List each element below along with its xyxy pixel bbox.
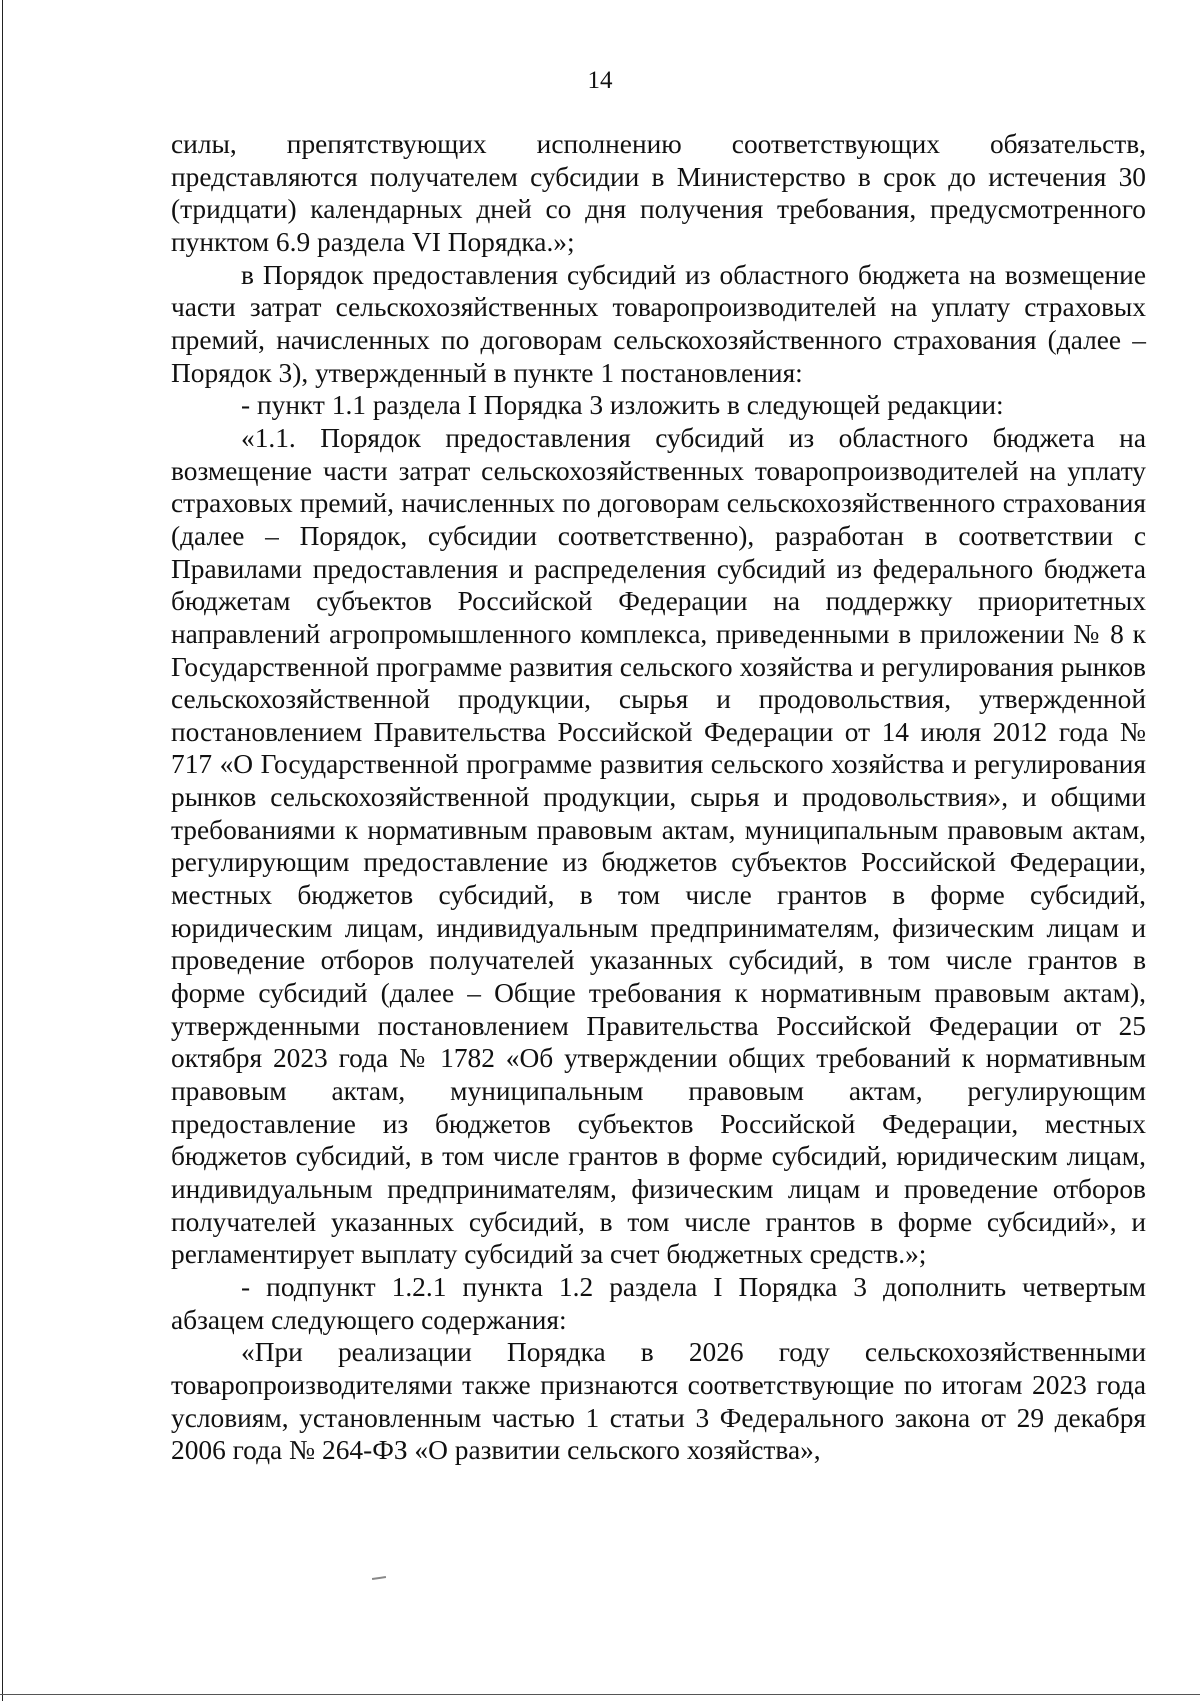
paragraph-continuation: силы, препятствующих исполнению соответствующих обязательств, представляются получателем субсидии в Министерство в срок до истечения 30 (тридцати) календарных дней со дня получения требования, предусмотренного пунктом 6.9 раздела VI Порядка.»; (171, 129, 1146, 257)
paragraph-order-3-intro: в Порядок предоставления субсидий из областного бюджета на возмещение части затрат сельскохозяйственных товаропроизводителей на уплату страховых премий, начисленных по договорам сельскохозяйственного страхования (далее – Порядок 3), утвержденный в пункте 1 постановления: (171, 259, 1146, 388)
scan-edge-bottom (0, 1694, 1200, 1695)
paragraph-2026-text: «При реализации Порядка в 2026 году сельскохозяйственными товаропроизводителями также признаются соответствующие по итогам 2023 года условиям, установленным частью 1 статьи 3 Федерального закона от 29 декабря 2006 года № 264-ФЗ «О развитии сельского хозяйства», (171, 1337, 1146, 1466)
paragraph-item-1-1-instruction: - пункт 1.1 раздела I Порядка 3 изложить в следующей редакции: (241, 390, 1004, 421)
paragraph-subitem-1-2-1-instruction: - подпункт 1.2.1 пункта 1.2 раздела I Порядка 3 дополнить четвертым абзацем следующего содержания: (171, 1271, 1146, 1335)
scan-edge-left (2, 0, 3, 1701)
scan-mark (372, 1576, 386, 1580)
paragraph-item-1-1-text: «1.1. Порядок предоставления субсидий из областного бюджета на возмещение части затрат сельскохозяйственных товаропроизводителей на уплату страховых премий, начисленных по договорам сельскохозяйственного страхования (далее – Порядок, субсидии соответственно), разработан в соответствии с Правилами предоставления и распределения субсидий из федерального бюджета бюджетам субъектов Российской Федерации на поддержку приоритетных направлений агропромышленного комплекса, приведенными в приложении № 8 к Государственной программе развития сельского хозяйства и регулирования рынков сельскохозяйственной продукции, сырья и продовольствия, утвержденной постановлением Правительства Российской Федерации от 14 июля 2012 года № 717 «О Государственной программе развития сельского хозяйства и регулирования рынков сельскохозяйственной продукции, сырья и продовольствия», и общими требованиями к нормативным правовым актам, муниципальным правовым актам, регулирующим предоставление из бюджетов субъектов Российской Федерации, местных бюджетов субсидий, в том числе грантов в форме субсидий, юридическим лицам, индивидуальным предпринимателям, физическим лицам и проведение отборов получателей указанных субсидий, в том числе грантов в форме субсидий (далее – Общие требования к нормативным правовым актам), утвержденными постановлением Правительства Российской Федерации от 25 октября 2023 года № 1782 «Об утверждении общих требований к нормативным правовым актам, муниципальным правовым актам, регулирующим предоставление из бюджетов субъектов Российской Федерации, местных бюджетов субсидий, в том числе грантов в форме субсидий, юридическим лицам, индивидуальным предпринимателям, физическим лицам и проведение отборов получателей указанных субсидий, в том числе грантов в форме субсидий», и регламентирует выплату субсидий за счет бюджетных средств.»; (171, 422, 1146, 1270)
document-body (171, 128, 1146, 1467)
page-number: 14 (587, 67, 613, 94)
